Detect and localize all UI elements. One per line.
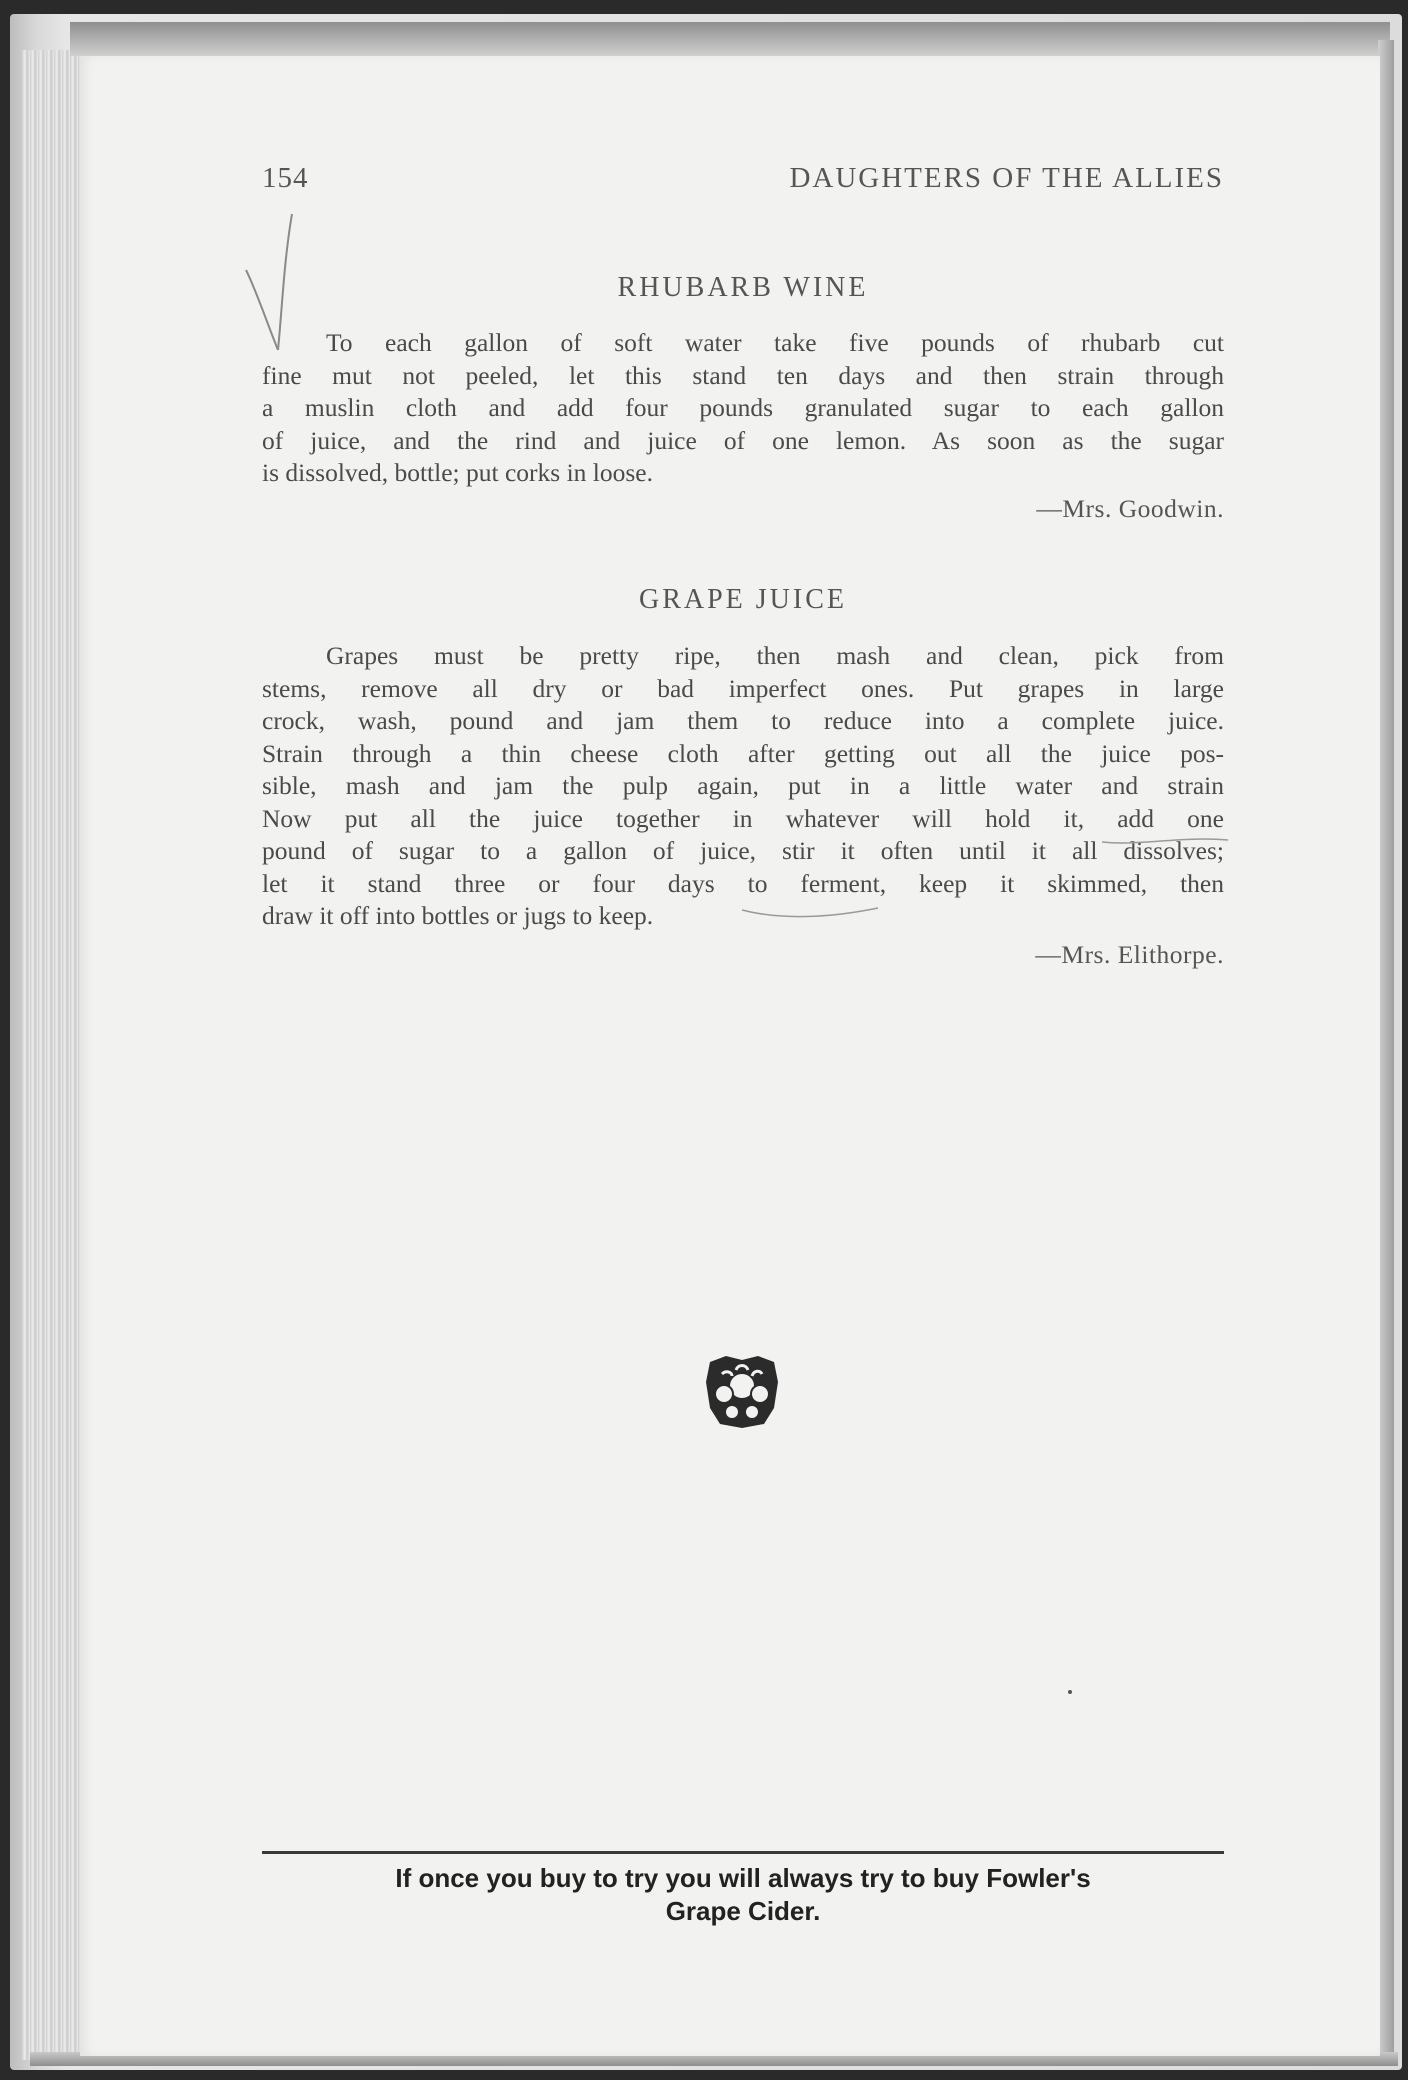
recipe-line: Now put all the juice together in whatever will hold it, add one	[262, 803, 1224, 833]
pencil-underline-icon	[740, 902, 880, 922]
footer-advertisement	[262, 1862, 1224, 1928]
fruit-basket-ornament-icon	[702, 1352, 782, 1430]
attribution-elithorpe: —Mrs. Elithorpe.	[1035, 940, 1224, 969]
recipe-line: of juice, and the rind and juice of one lemon. As soon as the sugar	[262, 425, 1224, 455]
pencil-underline-icon	[1100, 832, 1230, 848]
paper-speck	[1068, 1690, 1072, 1694]
recipe-line: crock, wash, pound and jam them to reduce into a complete juice.	[262, 706, 1224, 735]
recipe-body-grape-juice	[262, 640, 1224, 933]
running-head	[262, 162, 1224, 202]
footer-line-1: If once you buy to try you will always try to buy Fowler's	[395, 1863, 1091, 1893]
recipe-line: a muslin cloth and add four pounds granulated sugar to each gallon	[262, 393, 1224, 422]
recipe-line: draw it off into bottles or jugs to keep.	[262, 901, 654, 930]
recipe-title-rhubarb-wine: RHUBARB WINE	[617, 272, 869, 303]
recipe-line: To each gallon of soft water take five pounds of rhubarb cut	[326, 328, 1224, 357]
recipe-line: Grapes must be pretty ripe, then mash and clean, pick from	[326, 641, 1224, 670]
footer-rule	[262, 1851, 1224, 1854]
recipe-line: Strain through a thin cheese cloth after getting out all the juice pos-	[262, 738, 1224, 768]
recipe-line: pound of sugar to a gallon of juice, stir it often until it all dissolves;	[262, 836, 1224, 865]
recipe-line: sible, mash and jam the pulp again, put in a little water and strain	[262, 771, 1224, 800]
recipe-title-grape-juice: GRAPE JUICE	[638, 584, 847, 615]
recipe-line: let it stand three or four days to ferment, keep it skimmed, then	[262, 868, 1224, 898]
recipe-line: is dissolved, bottle; put corks in loose.	[262, 458, 653, 487]
running-title: DAUGHTERS OF THE ALLIES	[789, 162, 1224, 194]
recipe-line: stems, remove all dry or bad imperfect ones. Put grapes in large	[262, 673, 1224, 703]
top-edge-shadow	[70, 22, 1390, 56]
footer-line-2: Grape Cider.	[665, 1896, 821, 1926]
attribution-goodwin: —Mrs. Goodwin.	[1036, 494, 1224, 523]
recipe-line: fine mut not peeled, let this stand ten days and then strain through	[262, 360, 1224, 390]
page-number: 154	[262, 162, 309, 194]
recipe-body-rhubarb-wine	[262, 327, 1224, 490]
right-edge	[1378, 40, 1394, 2065]
